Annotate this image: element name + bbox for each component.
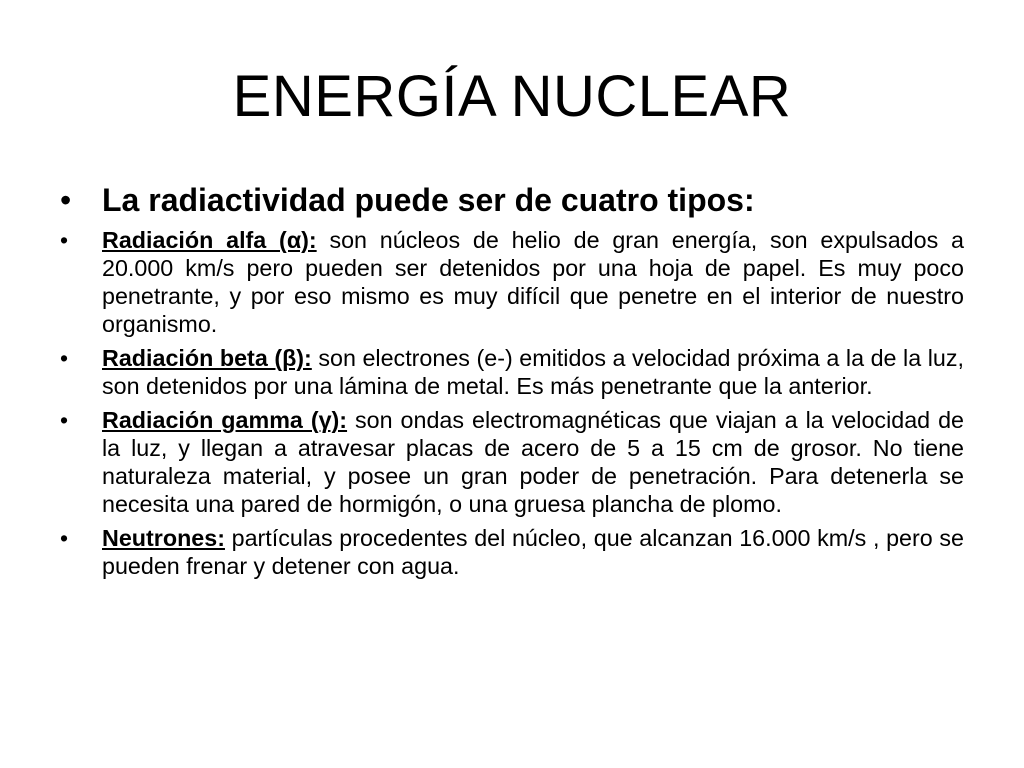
list-item-neutrones bbox=[60, 524, 964, 580]
heading-bullet bbox=[60, 180, 964, 220]
term-beta: Radiación beta (β): bbox=[102, 345, 312, 371]
slide-title: ENERGÍA NUCLEAR bbox=[232, 64, 792, 129]
list-item-alfa bbox=[60, 226, 964, 338]
term-gamma: Radiación gamma (γ): bbox=[102, 407, 348, 433]
description-alfa: son núcleos de helio de gran energía, son expulsados a 20.000 km/s pero pueden ser detenidos por una hoja de papel. Es muy poco penetrante, y por eso mismo es muy difícil que penetre en el interior de nuestro organismo. bbox=[102, 227, 964, 337]
description-gamma: son ondas electromagnéticas que viajan a la velocidad de la luz, y llegan a atravesar placas de acero de 5 a 15 cm de grosor. No tiene naturaleza material, y posee un gran poder de penetración. Para detenerla se necesita una pared de hormigón, o una gruesa plancha de plomo. bbox=[102, 407, 964, 517]
heading-text: La radiactividad puede ser de cuatro tipos: bbox=[102, 182, 755, 218]
description-neutrones: partículas procedentes del núcleo, que alcanzan 16.000 km/s , pero se pueden frenar y detener con agua. bbox=[102, 525, 964, 579]
term-alfa: Radiación alfa (α): bbox=[102, 227, 317, 253]
bullet-icon: • bbox=[60, 525, 69, 551]
description-beta: son electrones (e-) emitidos a velocidad próxima a la de la luz, son detenidos por una lámina de metal. Es más penetrante que la anterior. bbox=[102, 345, 964, 399]
list-item-gamma bbox=[60, 406, 964, 518]
bullet-icon: • bbox=[60, 345, 69, 371]
slide-content bbox=[60, 180, 964, 586]
list-item-beta bbox=[60, 344, 964, 400]
bullet-icon: • bbox=[60, 182, 72, 218]
term-neutrones: Neutrones: bbox=[102, 525, 225, 551]
bullet-icon: • bbox=[60, 227, 69, 253]
bullet-icon: • bbox=[60, 407, 69, 433]
